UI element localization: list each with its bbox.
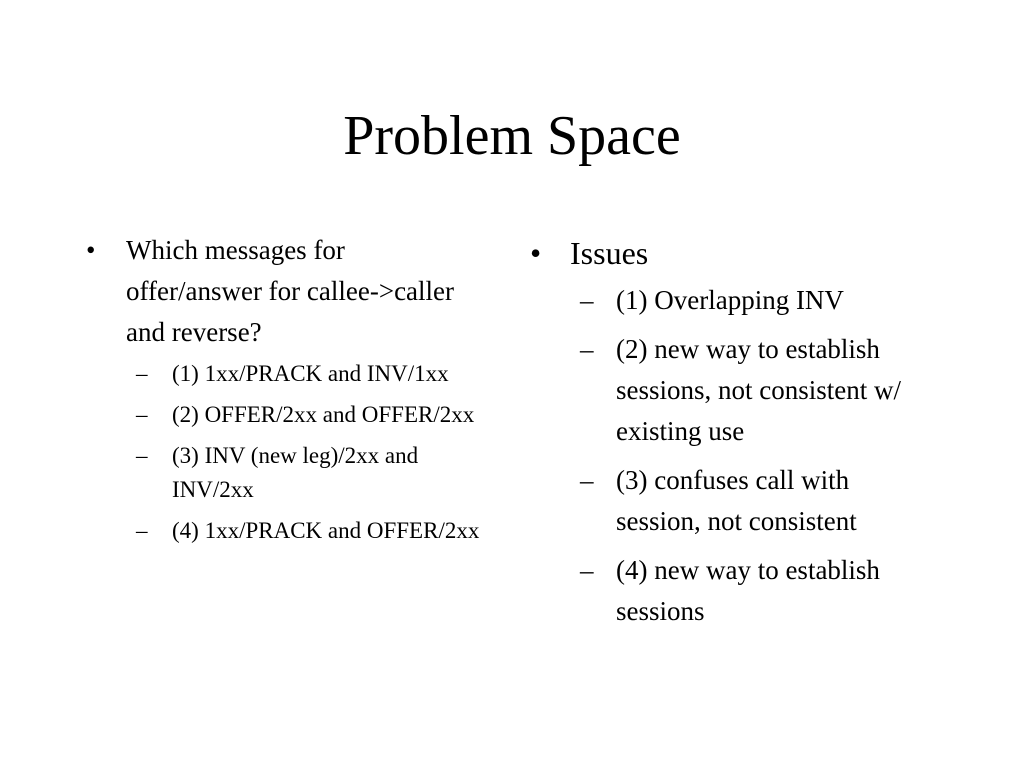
right-subitem-text: (1) Overlapping INV — [616, 285, 844, 315]
right-column — [530, 230, 940, 640]
dash-glyph: – — [136, 402, 148, 427]
dash-glyph: – — [136, 361, 148, 386]
left-subitem-text: (3) INV (new leg)/2xx and INV/2xx — [172, 443, 419, 502]
left-subitem-1 — [126, 357, 486, 391]
dash-glyph: – — [136, 443, 148, 468]
left-bullet-list — [86, 230, 486, 548]
bullet-glyph: • — [530, 235, 542, 271]
right-subitem-3 — [570, 460, 940, 542]
left-subitem-list — [126, 357, 486, 548]
right-subitem-1 — [570, 280, 940, 321]
right-subitem-text: (4) new way to establish sessions — [616, 555, 880, 626]
dash-glyph: – — [136, 518, 148, 543]
right-bullet-item — [530, 230, 940, 632]
right-subitem-list — [570, 280, 940, 632]
left-subitem-text: (1) 1xx/PRACK and INV/1xx — [172, 361, 449, 386]
dash-glyph: – — [580, 555, 594, 585]
left-bullet-item — [86, 230, 486, 548]
left-subitem-text: (2) OFFER/2xx and OFFER/2xx — [172, 402, 475, 427]
left-column — [86, 230, 486, 555]
dash-glyph: – — [580, 285, 594, 315]
left-subitem-4 — [126, 514, 486, 548]
right-bullet-list — [530, 230, 940, 632]
left-subitem-3 — [126, 439, 486, 507]
slide-title: Problem Space — [343, 105, 681, 167]
dash-glyph: – — [580, 334, 594, 364]
bullet-glyph: • — [86, 235, 96, 265]
right-subitem-4 — [570, 550, 940, 632]
right-subitem-2 — [570, 329, 940, 452]
left-subitem-text: (4) 1xx/PRACK and OFFER/2xx — [172, 518, 480, 543]
left-bullet-text: Which messages for offer/answer for callee->caller and reverse? — [126, 235, 455, 347]
right-bullet-text: Issues — [570, 235, 649, 271]
dash-glyph: – — [580, 465, 594, 495]
left-subitem-2 — [126, 398, 486, 432]
right-subitem-text: (2) new way to establish sessions, not consistent w/ existing use — [616, 334, 902, 446]
right-subitem-text: (3) confuses call with session, not consistent — [616, 465, 857, 536]
